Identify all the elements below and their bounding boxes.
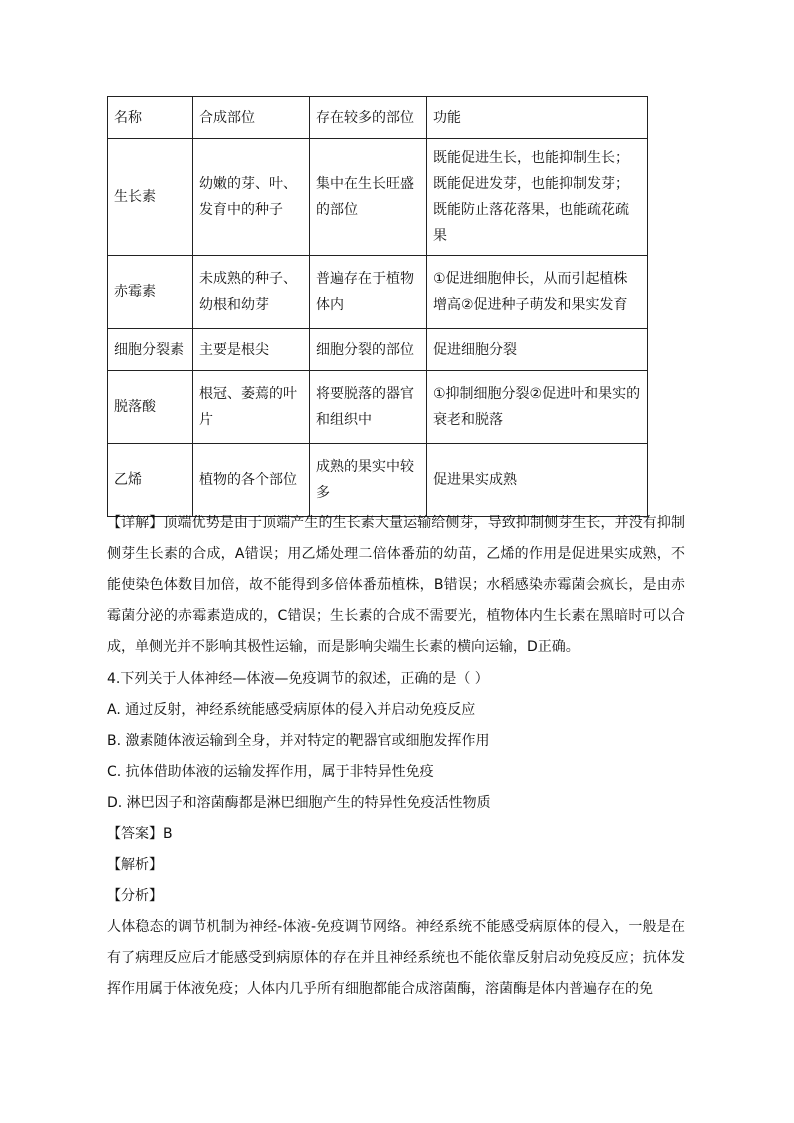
table-cell: 普遍存在于植物体内 xyxy=(310,256,427,329)
table-cell: 幼嫩的芽、叶、发育中的种子 xyxy=(193,139,310,256)
header-abundant-site: 存在较多的部位 xyxy=(310,97,427,139)
plant-hormone-table xyxy=(107,96,648,517)
header-name: 名称 xyxy=(108,97,193,139)
table-row xyxy=(108,329,648,371)
header-synthesis-site: 合成部位 xyxy=(193,97,310,139)
table-row xyxy=(108,371,648,444)
table-cell: ①促进细胞伸长，从而引起植株增高②促进种子萌发和果实发育 xyxy=(427,256,648,329)
option-c: C. 抗体借助体液的运输发挥作用，属于非特异性免疫 xyxy=(107,764,434,780)
table-cell: 未成熟的种子、幼根和幼芽 xyxy=(193,256,310,329)
table-row xyxy=(108,444,648,517)
table-cell: ①抑制细胞分裂②促进叶和果实的衰老和脱落 xyxy=(427,371,648,444)
table-cell: 乙烯 xyxy=(108,444,193,517)
option-a: A. 通过反射，神经系统能感受病原体的侵入并启动免疫反应 xyxy=(107,702,476,718)
table-cell: 成熟的果实中较多 xyxy=(310,444,427,517)
answer-label: 【答案】B xyxy=(107,826,173,842)
header-function: 功能 xyxy=(427,97,648,139)
table-cell: 将要脱落的器官和组织中 xyxy=(310,371,427,444)
table-row xyxy=(108,139,648,256)
table-cell: 根冠、萎蔫的叶片 xyxy=(193,371,310,444)
option-b: B. 激素随体液运输到全身，并对特定的靶器官或细胞发挥作用 xyxy=(107,733,490,749)
table-header-row xyxy=(108,97,648,139)
table-cell: 主要是根尖 xyxy=(193,329,310,371)
table-cell: 细胞分裂素 xyxy=(108,329,193,371)
question-stem: 4.下列关于人体神经—体液—免疫调节的叙述，正确的是（ ） xyxy=(107,671,489,687)
table-cell: 赤霉素 xyxy=(108,256,193,329)
table-cell: 促进果实成熟 xyxy=(427,444,648,517)
table-cell: 促进细胞分裂 xyxy=(427,329,648,371)
table-cell: 既能促进生长，也能抑制生长；既能促进发芽，也能抑制发芽；既能防止落花落果，也能疏花疏果 xyxy=(427,139,648,256)
option-d: D. 淋巴因子和溶菌酶都是淋巴细胞产生的特异性免疫活性物质 xyxy=(107,795,491,811)
table-row xyxy=(108,256,648,329)
table-cell: 集中在生长旺盛的部位 xyxy=(310,139,427,256)
table-cell: 植物的各个部位 xyxy=(193,444,310,517)
analysis-label: 【解析】 xyxy=(107,857,163,873)
table-cell: 细胞分裂的部位 xyxy=(310,329,427,371)
analysis-sub-label: 【分析】 xyxy=(107,888,163,904)
table-cell: 脱落酸 xyxy=(108,371,193,444)
detail-paragraph: 【详解】顶端优势是由于顶端产生的生长素大量运输给侧芽，导致抑制侧芽生长，并没有抑制侧芽生长素的合成，A错误；用乙烯处理二倍体番茄的幼苗，乙烯的作用是促进果实成熟，不能使染色体数目加倍，故不能得到多倍体番茄植株，B错误；水稻感染赤霉菌会疯长，是由赤霉菌分泌的赤霉素造成的，C错误；生长素的合成不需要光，植物体内生长素在黑暗时可以合成，单侧光并不影响其极性运输，而是影响尖端生长素的横向运输，D正确。 xyxy=(107,515,685,655)
table-cell: 生长素 xyxy=(108,139,193,256)
analysis-paragraph: 人体稳态的调节机制为神经-体液-免疫调节网络。神经系统不能感受病原体的侵入，一般是在有了病理反应后才能感受到病原体的存在并且神经系统也不能依靠反射启动免疫反应；抗体发挥作用属于体液免疫；人体内几乎所有细胞都能合成溶菌酶，溶菌酶是体内普遍存在的免 xyxy=(107,919,685,997)
